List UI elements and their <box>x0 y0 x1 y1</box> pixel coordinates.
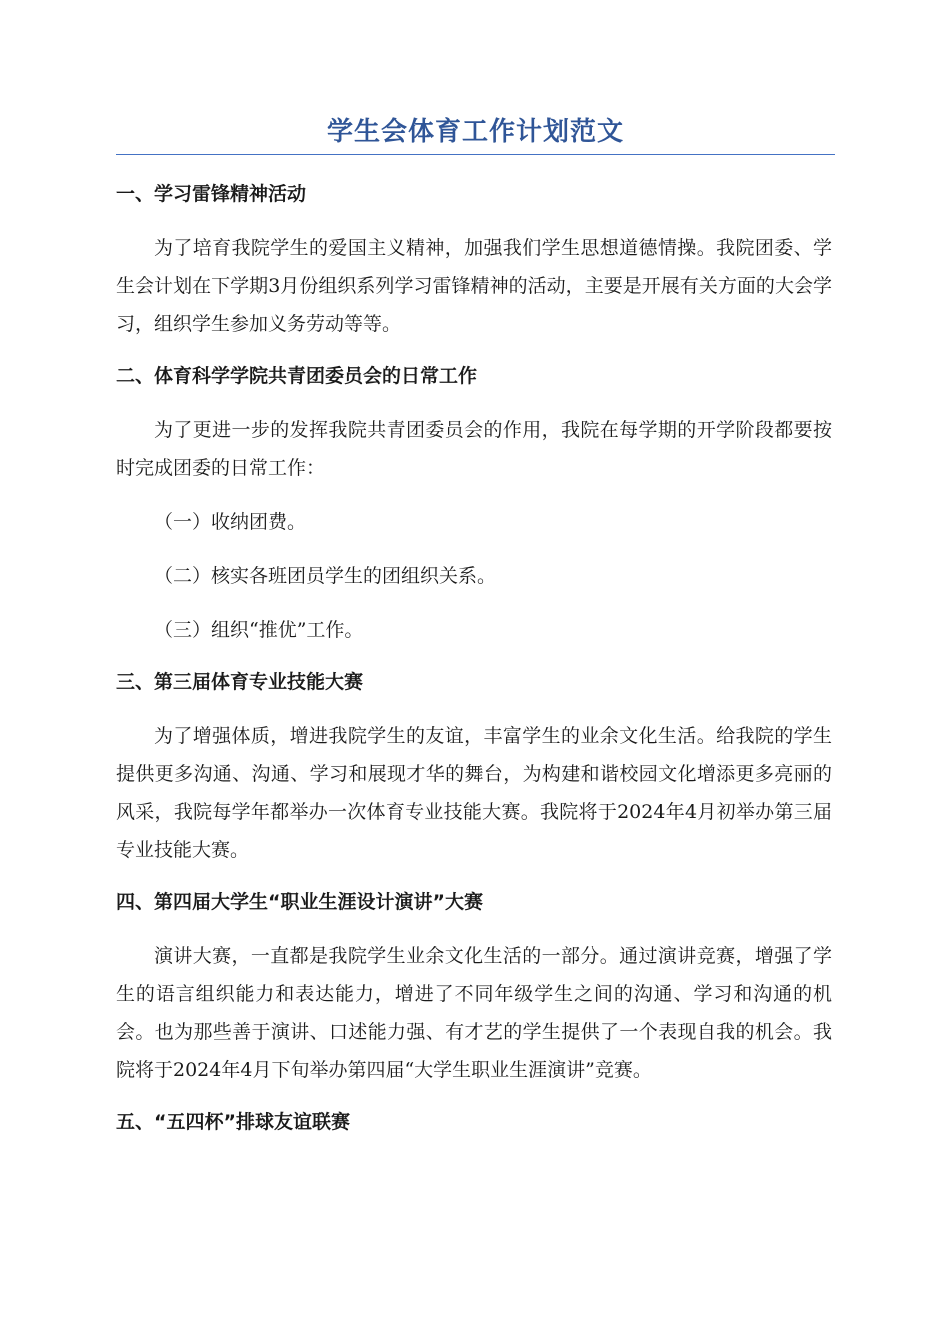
section-4-paragraph: 演讲大赛，一直都是我院学生业余文化生活的一部分。通过演讲竞赛，增强了学生的语言组织能力和表达能力，增进了不同年级学生之间的沟通、学习和沟通的机会。也为那些善于演讲、口述能力强、有才艺的学生提供了一个表现自我的机会。我院将于2024年4月下旬举办第四届“大学生职业生涯演讲”竞赛。 <box>116 945 832 1081</box>
section-2-paragraph: 为了更进一步的发挥我院共青团委员会的作用，我院在每学期的开学阶段都要按时完成团委的日常工作： <box>116 419 832 479</box>
section-heading-5: 五、“五四杯”排球友谊联赛 <box>116 1111 350 1133</box>
section-2-item-3: （三）组织“推优”工作。 <box>154 619 364 641</box>
section-heading-3: 三、第三届体育专业技能大赛 <box>116 671 364 693</box>
section-heading-2: 二、体育科学学院共青团委员会的日常工作 <box>116 365 478 387</box>
section-heading-1: 一、学习雷锋精神活动 <box>116 183 307 205</box>
section-3-paragraph: 为了增强体质，增进我院学生的友谊，丰富学生的业余文化生活。给我院的学生提供更多沟通、沟通、学习和展现才华的舞台，为构建和谐校园文化增添更多亮丽的风采，我院每学年都举办一次体育专业技能大赛。我院将于2024年4月初举办第三届专业技能大赛。 <box>116 725 832 861</box>
document-title: 学生会体育工作计划范文 <box>326 117 624 147</box>
document-body <box>116 175 832 1141</box>
section-2-item-1: （一）收纳团费。 <box>154 511 307 533</box>
section-1-paragraph: 为了培育我院学生的爱国主义精神，加强我们学生思想道德情操。我院团委、学生会计划在下学期3月份组织系列学习雷锋精神的活动，主要是开展有关方面的大会学习，组织学生参加义务劳动等等。 <box>116 237 832 335</box>
section-2-item-2: （二）核实各班团员学生的团组织关系。 <box>154 565 497 587</box>
section-heading-4: 四、第四届大学生“职业生涯设计演讲”大赛 <box>116 891 483 913</box>
title-underline <box>116 154 835 155</box>
